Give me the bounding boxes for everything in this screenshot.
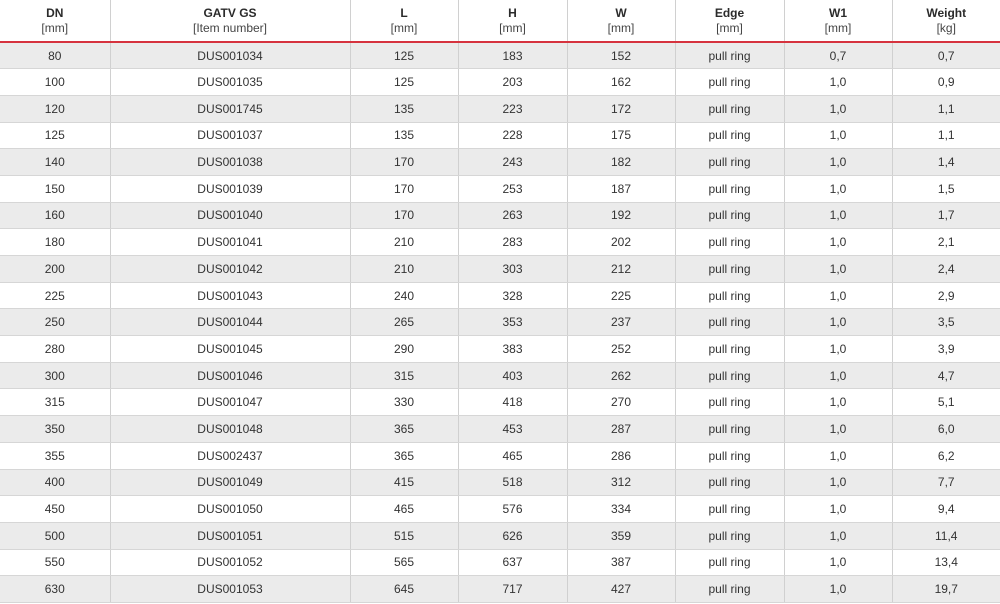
cell-dn: 160 (0, 202, 110, 229)
cell-dn: 200 (0, 256, 110, 283)
cell-w: 252 (567, 336, 675, 363)
cell-dn: 450 (0, 496, 110, 523)
cell-edge: pull ring (675, 442, 784, 469)
cell-dn: 100 (0, 69, 110, 96)
table-row (0, 256, 1000, 283)
cell-dn: 280 (0, 336, 110, 363)
table-row (0, 149, 1000, 176)
table-row (0, 175, 1000, 202)
cell-h: 453 (458, 416, 567, 443)
cell-l: 170 (350, 202, 458, 229)
header-title: Weight (926, 5, 967, 20)
cell-dn: 500 (0, 522, 110, 549)
cell-dn: 400 (0, 469, 110, 496)
cell-item-number: DUS001040 (110, 202, 350, 229)
cell-item-number: DUS001045 (110, 336, 350, 363)
cell-w: 172 (567, 95, 675, 122)
cell-h: 228 (458, 122, 567, 149)
cell-l: 135 (350, 95, 458, 122)
cell-w: 286 (567, 442, 675, 469)
cell-weight: 9,4 (892, 496, 1000, 523)
cell-h: 183 (458, 42, 567, 69)
cell-h: 243 (458, 149, 567, 176)
cell-dn: 355 (0, 442, 110, 469)
cell-dn: 300 (0, 362, 110, 389)
table-row (0, 389, 1000, 416)
cell-w: 187 (567, 175, 675, 202)
cell-h: 253 (458, 175, 567, 202)
header-title: Edge (714, 5, 745, 20)
cell-edge: pull ring (675, 576, 784, 603)
header-unit: [mm] (607, 20, 635, 35)
cell-dn: 140 (0, 149, 110, 176)
cell-l: 125 (350, 69, 458, 96)
cell-l: 290 (350, 336, 458, 363)
cell-h: 223 (458, 95, 567, 122)
cell-w: 237 (567, 309, 675, 336)
table-row (0, 416, 1000, 443)
cell-item-number: DUS001042 (110, 256, 350, 283)
table-row (0, 95, 1000, 122)
table-row (0, 282, 1000, 309)
table-row (0, 202, 1000, 229)
cell-w1: 1,0 (784, 122, 892, 149)
cell-weight: 7,7 (892, 469, 1000, 496)
cell-h: 263 (458, 202, 567, 229)
cell-dn: 225 (0, 282, 110, 309)
cell-w: 162 (567, 69, 675, 96)
cell-item-number: DUS001039 (110, 175, 350, 202)
header-title: DN (46, 5, 64, 20)
cell-edge: pull ring (675, 362, 784, 389)
header-unit: [mm] (716, 20, 743, 35)
header-w (567, 0, 675, 42)
cell-l: 170 (350, 149, 458, 176)
cell-dn: 630 (0, 576, 110, 603)
cell-w: 312 (567, 469, 675, 496)
cell-item-number: DUS001050 (110, 496, 350, 523)
cell-item-number: DUS001053 (110, 576, 350, 603)
cell-w1: 1,0 (784, 229, 892, 256)
table-row (0, 309, 1000, 336)
cell-weight: 1,4 (892, 149, 1000, 176)
header-row (0, 0, 1000, 42)
cell-weight: 3,9 (892, 336, 1000, 363)
cell-w: 427 (567, 576, 675, 603)
cell-w: 175 (567, 122, 675, 149)
cell-w1: 1,0 (784, 442, 892, 469)
table-row (0, 442, 1000, 469)
cell-h: 576 (458, 496, 567, 523)
header-edge (675, 0, 784, 42)
table-row (0, 122, 1000, 149)
cell-w1: 1,0 (784, 496, 892, 523)
header-title: GATV GS (203, 5, 257, 20)
cell-weight: 13,4 (892, 549, 1000, 576)
cell-w: 270 (567, 389, 675, 416)
header-unit: [kg] (936, 20, 956, 35)
cell-w1: 1,0 (784, 69, 892, 96)
cell-l: 265 (350, 309, 458, 336)
cell-edge: pull ring (675, 282, 784, 309)
cell-edge: pull ring (675, 496, 784, 523)
cell-w1: 1,0 (784, 95, 892, 122)
cell-weight: 2,1 (892, 229, 1000, 256)
cell-w1: 1,0 (784, 389, 892, 416)
cell-edge: pull ring (675, 469, 784, 496)
cell-w: 334 (567, 496, 675, 523)
cell-weight: 19,7 (892, 576, 1000, 603)
header-unit: [mm] (499, 20, 526, 35)
cell-h: 353 (458, 309, 567, 336)
header-dn (0, 0, 110, 42)
table-row (0, 522, 1000, 549)
cell-item-number: DUS001038 (110, 149, 350, 176)
cell-edge: pull ring (675, 256, 784, 283)
cell-w: 262 (567, 362, 675, 389)
header-title: L (400, 5, 408, 20)
table-row (0, 469, 1000, 496)
table-row (0, 229, 1000, 256)
cell-weight: 4,7 (892, 362, 1000, 389)
cell-l: 210 (350, 229, 458, 256)
table-row (0, 69, 1000, 96)
cell-l: 240 (350, 282, 458, 309)
cell-item-number: DUS001745 (110, 95, 350, 122)
cell-item-number: DUS001034 (110, 42, 350, 69)
header-weight (892, 0, 1000, 42)
cell-w: 182 (567, 149, 675, 176)
header-title: W (615, 5, 627, 20)
table-row (0, 496, 1000, 523)
cell-edge: pull ring (675, 69, 784, 96)
table-row (0, 549, 1000, 576)
table-row (0, 576, 1000, 603)
cell-item-number: DUS001044 (110, 309, 350, 336)
cell-w1: 1,0 (784, 549, 892, 576)
cell-w: 212 (567, 256, 675, 283)
cell-edge: pull ring (675, 229, 784, 256)
table-row (0, 362, 1000, 389)
cell-edge: pull ring (675, 175, 784, 202)
cell-dn: 250 (0, 309, 110, 336)
cell-dn: 315 (0, 389, 110, 416)
cell-dn: 150 (0, 175, 110, 202)
header-unit: [mm] (390, 20, 418, 35)
cell-h: 637 (458, 549, 567, 576)
cell-w1: 1,0 (784, 362, 892, 389)
cell-weight: 1,5 (892, 175, 1000, 202)
cell-w: 152 (567, 42, 675, 69)
cell-weight: 6,0 (892, 416, 1000, 443)
cell-w1: 1,0 (784, 149, 892, 176)
cell-h: 328 (458, 282, 567, 309)
cell-w: 202 (567, 229, 675, 256)
cell-item-number: DUS001041 (110, 229, 350, 256)
cell-edge: pull ring (675, 416, 784, 443)
cell-weight: 2,4 (892, 256, 1000, 283)
cell-w1: 1,0 (784, 336, 892, 363)
cell-l: 330 (350, 389, 458, 416)
cell-l: 415 (350, 469, 458, 496)
cell-w1: 1,0 (784, 175, 892, 202)
cell-w1: 1,0 (784, 202, 892, 229)
cell-w: 192 (567, 202, 675, 229)
cell-weight: 1,1 (892, 122, 1000, 149)
cell-w: 387 (567, 549, 675, 576)
cell-weight: 11,4 (892, 522, 1000, 549)
header-w1 (784, 0, 892, 42)
table-row (0, 336, 1000, 363)
cell-w: 225 (567, 282, 675, 309)
cell-edge: pull ring (675, 42, 784, 69)
cell-edge: pull ring (675, 202, 784, 229)
table-header (0, 0, 1000, 42)
cell-item-number: DUS001052 (110, 549, 350, 576)
cell-h: 283 (458, 229, 567, 256)
cell-edge: pull ring (675, 95, 784, 122)
cell-w1: 0,7 (784, 42, 892, 69)
cell-h: 303 (458, 256, 567, 283)
cell-edge: pull ring (675, 149, 784, 176)
cell-w: 287 (567, 416, 675, 443)
cell-item-number: DUS001047 (110, 389, 350, 416)
cell-weight: 1,1 (892, 95, 1000, 122)
cell-l: 170 (350, 175, 458, 202)
cell-w1: 1,0 (784, 576, 892, 603)
header-unit: [mm] (824, 20, 852, 35)
cell-dn: 125 (0, 122, 110, 149)
cell-l: 315 (350, 362, 458, 389)
cell-item-number: DUS001046 (110, 362, 350, 389)
cell-weight: 1,7 (892, 202, 1000, 229)
cell-weight: 0,9 (892, 69, 1000, 96)
cell-dn: 350 (0, 416, 110, 443)
header-title: H (508, 5, 517, 20)
cell-weight: 0,7 (892, 42, 1000, 69)
cell-l: 565 (350, 549, 458, 576)
cell-weight: 3,5 (892, 309, 1000, 336)
cell-l: 365 (350, 442, 458, 469)
cell-l: 210 (350, 256, 458, 283)
cell-h: 465 (458, 442, 567, 469)
cell-h: 626 (458, 522, 567, 549)
cell-edge: pull ring (675, 309, 784, 336)
cell-l: 645 (350, 576, 458, 603)
cell-dn: 80 (0, 42, 110, 69)
cell-item-number: DUS002437 (110, 442, 350, 469)
table-row (0, 42, 1000, 69)
header-h (458, 0, 567, 42)
table-body (0, 42, 1000, 602)
cell-dn: 120 (0, 95, 110, 122)
cell-h: 383 (458, 336, 567, 363)
cell-item-number: DUS001048 (110, 416, 350, 443)
cell-l: 465 (350, 496, 458, 523)
cell-w1: 1,0 (784, 469, 892, 496)
cell-edge: pull ring (675, 336, 784, 363)
cell-h: 518 (458, 469, 567, 496)
cell-item-number: DUS001035 (110, 69, 350, 96)
cell-h: 203 (458, 69, 567, 96)
cell-weight: 2,9 (892, 282, 1000, 309)
cell-l: 135 (350, 122, 458, 149)
cell-w: 359 (567, 522, 675, 549)
header-unit: [Item number] (192, 20, 268, 35)
cell-item-number: DUS001049 (110, 469, 350, 496)
cell-dn: 180 (0, 229, 110, 256)
cell-w1: 1,0 (784, 309, 892, 336)
cell-edge: pull ring (675, 389, 784, 416)
cell-dn: 550 (0, 549, 110, 576)
cell-w1: 1,0 (784, 256, 892, 283)
cell-l: 125 (350, 42, 458, 69)
header-gatv-gs (110, 0, 350, 42)
cell-h: 717 (458, 576, 567, 603)
header-unit: [mm] (41, 20, 69, 35)
header-l (350, 0, 458, 42)
cell-l: 365 (350, 416, 458, 443)
header-title: W1 (829, 5, 847, 20)
cell-weight: 6,2 (892, 442, 1000, 469)
cell-l: 515 (350, 522, 458, 549)
cell-h: 418 (458, 389, 567, 416)
cell-edge: pull ring (675, 549, 784, 576)
cell-edge: pull ring (675, 122, 784, 149)
cell-w1: 1,0 (784, 522, 892, 549)
cell-item-number: DUS001043 (110, 282, 350, 309)
cell-item-number: DUS001051 (110, 522, 350, 549)
cell-edge: pull ring (675, 522, 784, 549)
cell-item-number: DUS001037 (110, 122, 350, 149)
cell-w1: 1,0 (784, 282, 892, 309)
cell-h: 403 (458, 362, 567, 389)
cell-weight: 5,1 (892, 389, 1000, 416)
cell-w1: 1,0 (784, 416, 892, 443)
